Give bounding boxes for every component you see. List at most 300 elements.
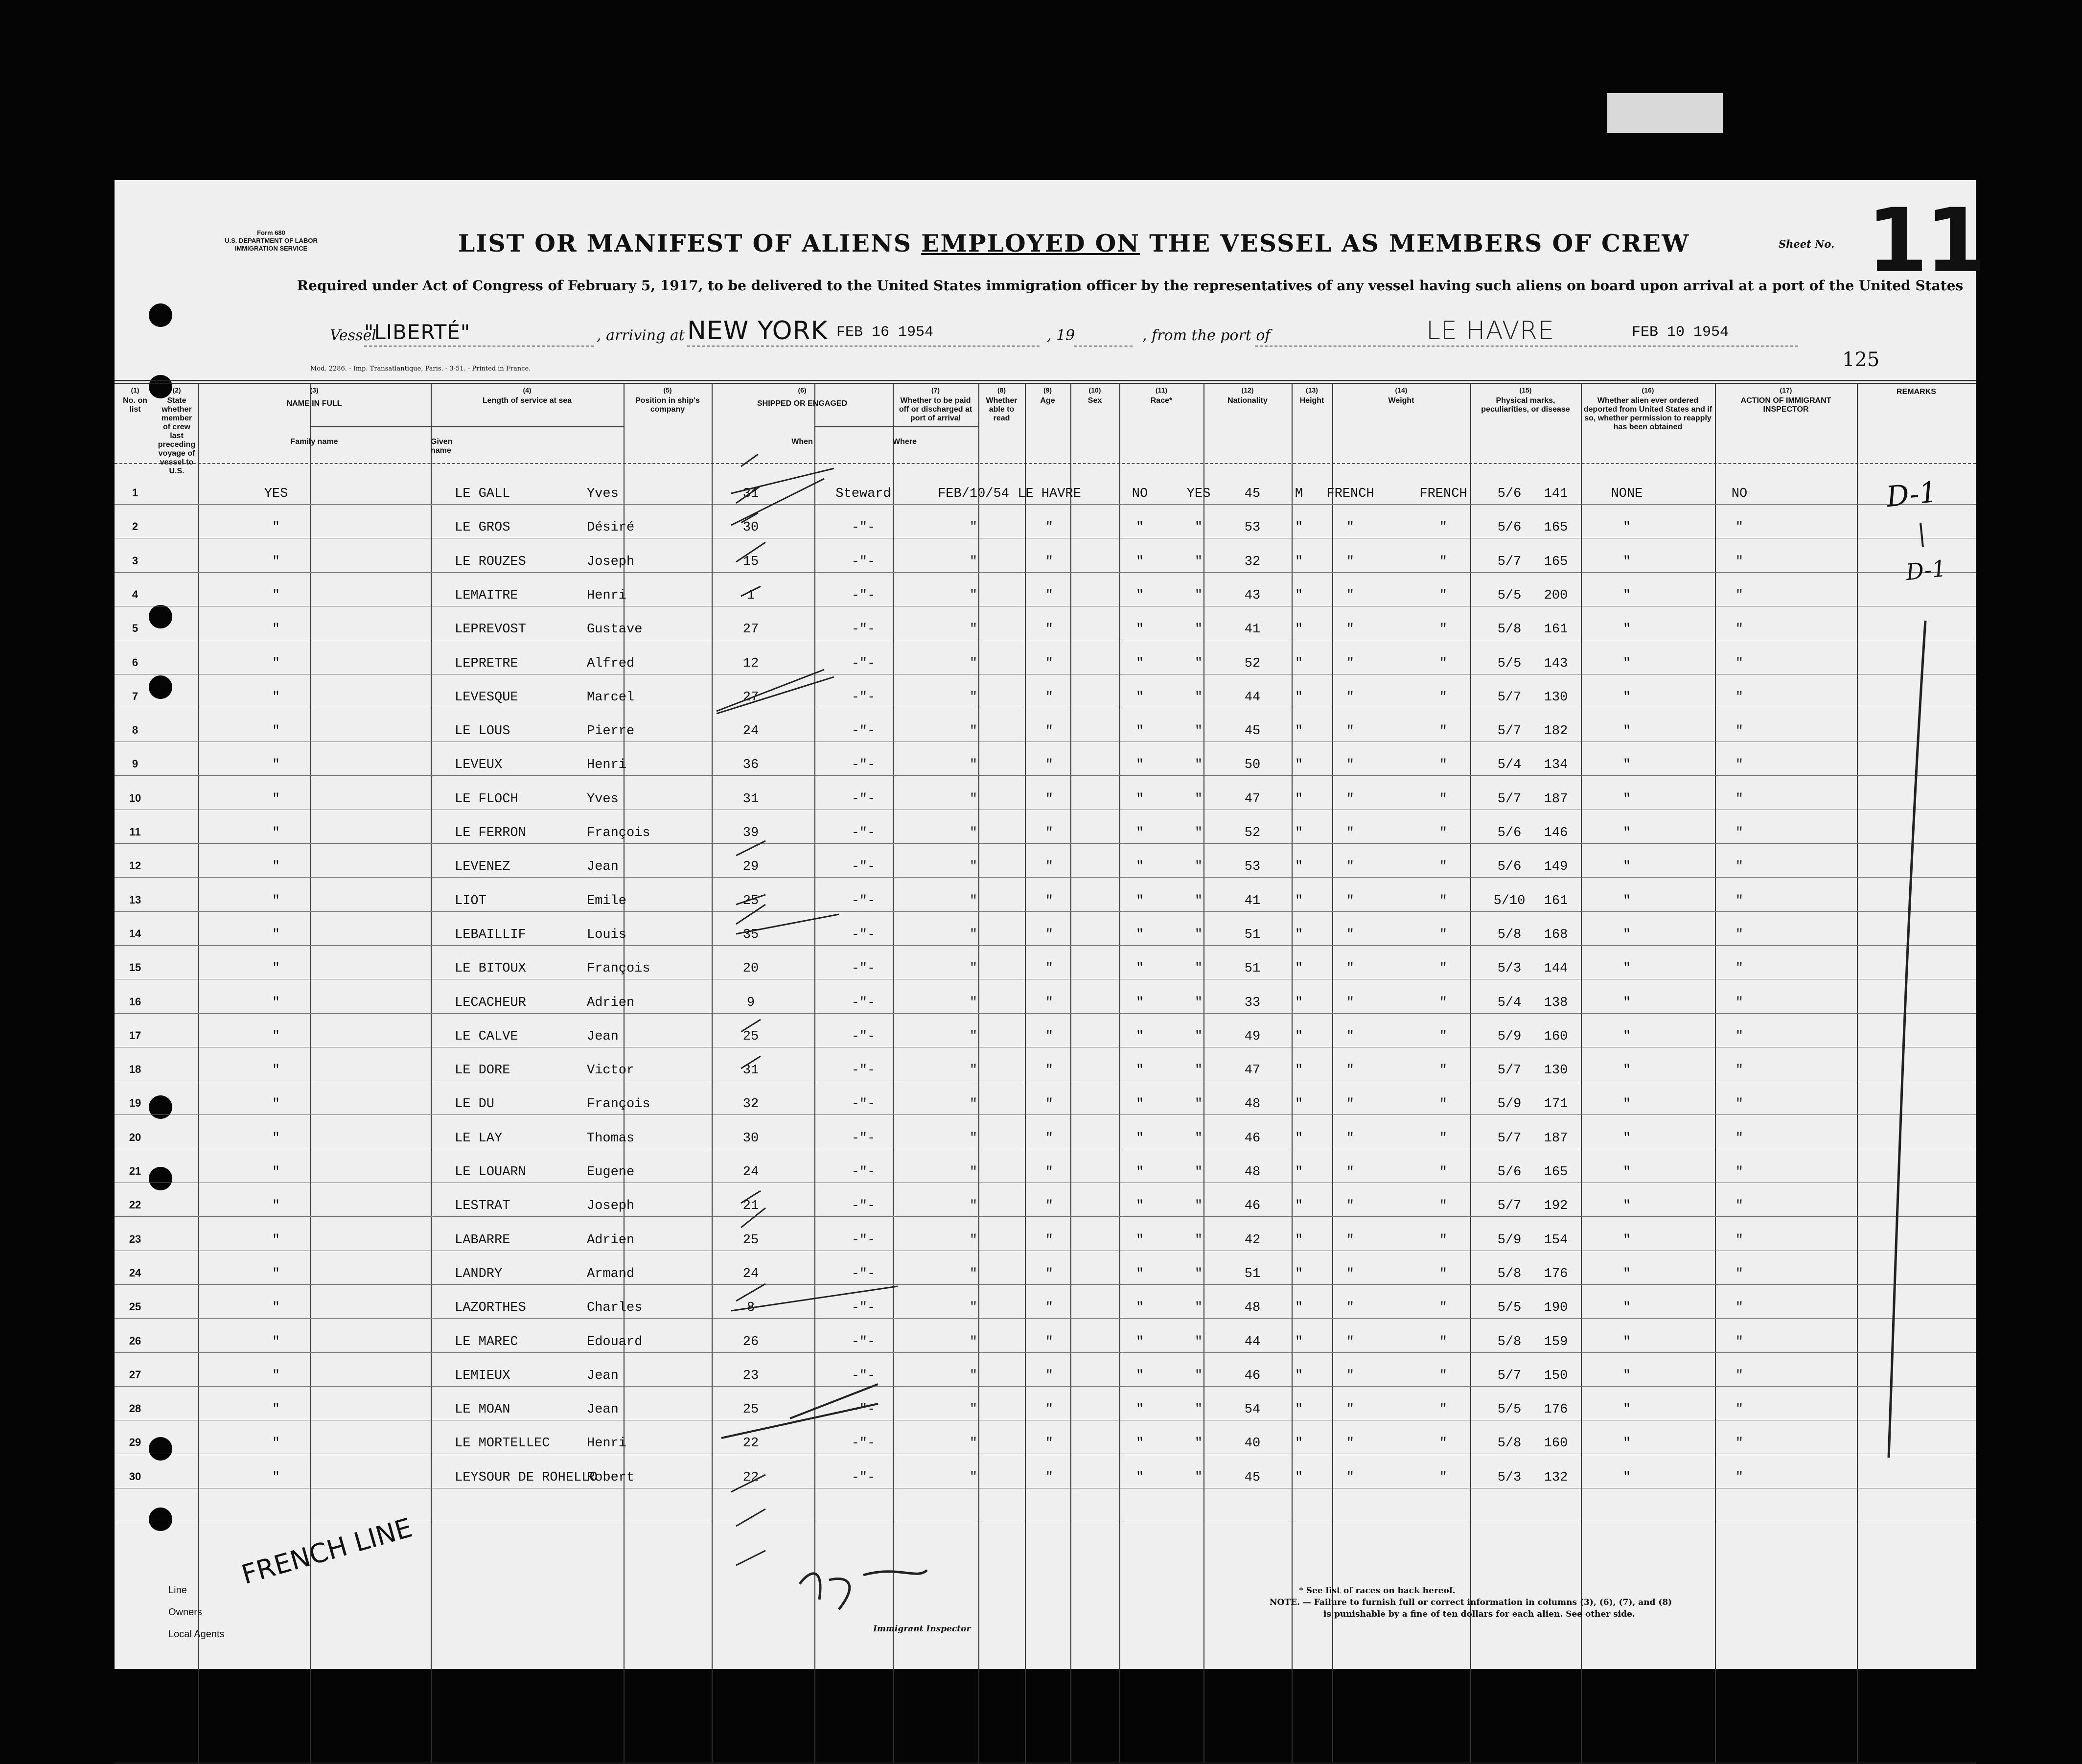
row-paid: " xyxy=(1135,520,1144,535)
row-where: " xyxy=(1045,1097,1054,1112)
row-read: " xyxy=(1194,758,1203,773)
row-position: -"- xyxy=(851,1266,876,1281)
row-no: 7 xyxy=(132,690,139,702)
row-when: " xyxy=(969,1470,978,1485)
row-family: LEPREVOST xyxy=(455,622,526,637)
row-weight: 143 xyxy=(1544,656,1568,671)
row-sex: " xyxy=(1295,1063,1303,1078)
row-given: Yves xyxy=(587,791,619,807)
row-given: Gustave xyxy=(587,622,643,637)
row-no: 12 xyxy=(129,859,141,872)
row-position: -"- xyxy=(851,656,876,671)
row-weight: 150 xyxy=(1544,1368,1568,1383)
row-deported: " xyxy=(1735,893,1744,908)
row-when: " xyxy=(969,1097,978,1112)
column-label: Physical marks, peculiarities, or disease xyxy=(1481,396,1570,414)
row-service: 1 xyxy=(746,588,755,603)
row-nationality: " xyxy=(1439,724,1448,739)
row-where: " xyxy=(1045,893,1054,908)
column-label: Position in ship's company xyxy=(635,396,700,414)
row-read: " xyxy=(1194,791,1203,807)
row-prev: " xyxy=(272,1334,280,1349)
row-service: 25 xyxy=(742,1232,759,1248)
row-height: 5/8 xyxy=(1497,927,1522,942)
row-service: 22 xyxy=(742,1470,759,1485)
row-position: -"- xyxy=(851,554,876,569)
row-age: 50 xyxy=(1244,758,1261,773)
row-sex: " xyxy=(1295,554,1303,569)
row-read: " xyxy=(1194,1470,1203,1485)
row-race: " xyxy=(1346,656,1355,671)
row-height: 5/8 xyxy=(1497,1266,1522,1281)
row-when: " xyxy=(969,1402,978,1417)
row-deported: " xyxy=(1735,758,1744,773)
row-weight: 200 xyxy=(1544,588,1568,603)
row-marks: " xyxy=(1622,1029,1631,1044)
row-weight: 192 xyxy=(1544,1199,1568,1214)
row-no: 14 xyxy=(129,927,141,940)
row-marks: " xyxy=(1622,520,1631,535)
row-prev: " xyxy=(272,1470,280,1485)
arriving-port: NEW YORK xyxy=(687,316,828,346)
row-service: 29 xyxy=(742,859,759,875)
row-marks: NONE xyxy=(1611,487,1643,501)
column-number: (13) xyxy=(1306,386,1318,394)
row-where: " xyxy=(1045,758,1054,773)
row-race: " xyxy=(1346,554,1355,569)
row-nationality: " xyxy=(1439,690,1448,705)
row-height: 5/9 xyxy=(1497,1232,1522,1248)
row-position: -"- xyxy=(851,1131,876,1146)
row-nationality: FRENCH xyxy=(1419,487,1467,501)
row-service: 23 xyxy=(742,1368,759,1383)
row-weight: 176 xyxy=(1544,1402,1568,1417)
row-family: LE GROS xyxy=(455,520,510,535)
row-nationality: " xyxy=(1439,961,1448,976)
row-paid: " xyxy=(1135,1402,1144,1417)
row-prev: " xyxy=(272,724,280,739)
column-label: Age xyxy=(1040,396,1055,405)
row-height: 5/5 xyxy=(1497,588,1522,603)
row-when: " xyxy=(969,893,978,908)
row-where: " xyxy=(1045,1232,1054,1248)
row-no: 23 xyxy=(129,1232,141,1245)
column-subheader: Family name xyxy=(290,438,338,446)
row-read: " xyxy=(1194,1165,1203,1180)
row-sex: " xyxy=(1295,622,1303,637)
row-race: " xyxy=(1346,690,1355,705)
row-read: " xyxy=(1194,859,1203,875)
printer-line: Mod. 2286. - Imp. Transatlantique, Paris. - 3-51. - Printed in France. xyxy=(310,365,531,372)
row-height: 5/7 xyxy=(1497,690,1522,705)
row-family: LE MOAN xyxy=(455,1402,510,1417)
row-read: " xyxy=(1194,724,1203,739)
row-service: 39 xyxy=(742,826,759,840)
row-when: " xyxy=(969,1232,978,1248)
row-marks: " xyxy=(1622,995,1631,1010)
row-sex: " xyxy=(1295,859,1303,875)
row-position: -"- xyxy=(851,1199,876,1214)
row-weight: 149 xyxy=(1544,859,1568,875)
row-age: 51 xyxy=(1244,961,1261,976)
row-weight: 171 xyxy=(1544,1097,1568,1112)
row-paid: " xyxy=(1135,826,1144,840)
row-service: 35 xyxy=(742,927,759,942)
row-position: -"- xyxy=(851,690,876,705)
row-paid: " xyxy=(1135,961,1144,976)
row-height: 5/8 xyxy=(1497,1436,1522,1451)
row-where: " xyxy=(1045,1063,1054,1078)
row-marks: " xyxy=(1622,859,1631,875)
row-paid: " xyxy=(1135,791,1144,807)
row-family: LESTRAT xyxy=(455,1199,510,1214)
row-family: LEVESQUE xyxy=(455,690,518,705)
row-when: " xyxy=(969,1029,978,1044)
row-paid: " xyxy=(1135,1232,1144,1248)
row-race: " xyxy=(1346,961,1355,976)
row-service: 12 xyxy=(742,656,759,671)
row-height: 5/7 xyxy=(1497,554,1522,569)
row-nationality: " xyxy=(1439,826,1448,840)
line-label: Line xyxy=(168,1585,187,1596)
row-position: -"- xyxy=(851,927,876,942)
row-service: 25 xyxy=(742,1402,759,1417)
row-race: " xyxy=(1346,1368,1355,1383)
row-sex: " xyxy=(1295,690,1303,705)
row-service: 32 xyxy=(742,1097,759,1112)
row-given: Victor xyxy=(587,1063,635,1078)
row-nationality: " xyxy=(1439,520,1448,535)
row-where: " xyxy=(1045,859,1054,875)
row-deported: " xyxy=(1735,1402,1744,1417)
column-label: Whether to be paid off or discharged at port of arrival xyxy=(899,396,972,422)
row-position: -"- xyxy=(851,1402,876,1417)
row-paid: " xyxy=(1135,1165,1144,1180)
row-no: 28 xyxy=(129,1402,141,1415)
row-no: 8 xyxy=(132,724,139,737)
column-number: (5) xyxy=(663,386,672,394)
row-service: 27 xyxy=(742,690,759,705)
row-marks: " xyxy=(1622,1165,1631,1180)
row-weight: 138 xyxy=(1544,995,1568,1010)
row-paid: " xyxy=(1135,1063,1144,1078)
row-height: 5/7 xyxy=(1497,1131,1522,1146)
row-weight: 182 xyxy=(1544,724,1568,739)
column-number: (12) xyxy=(1241,386,1254,394)
from-port-label: , from the port of xyxy=(1142,327,1271,344)
row-age: 32 xyxy=(1244,554,1261,569)
column-number: (9) xyxy=(1043,386,1052,394)
row-marks: " xyxy=(1622,1436,1631,1451)
row-service: 27 xyxy=(742,622,759,637)
row-no: 30 xyxy=(129,1470,141,1483)
row-prev: " xyxy=(272,1402,280,1417)
row-deported: " xyxy=(1735,1131,1744,1146)
row-race: " xyxy=(1346,859,1355,875)
row-age: 52 xyxy=(1244,826,1261,840)
row-race: " xyxy=(1346,1232,1355,1248)
row-sex: " xyxy=(1295,1232,1303,1248)
row-given: Charles xyxy=(587,1300,643,1316)
row-where: " xyxy=(1045,622,1054,637)
row-age: 48 xyxy=(1244,1300,1261,1316)
row-when: " xyxy=(969,995,978,1010)
row-marks: " xyxy=(1622,927,1631,942)
row-given: Jean xyxy=(587,1402,619,1417)
row-deported: " xyxy=(1735,1165,1744,1180)
row-weight: 159 xyxy=(1544,1334,1568,1349)
row-position: -"- xyxy=(851,758,876,773)
row-paid: " xyxy=(1135,1029,1144,1044)
row-age: 54 xyxy=(1244,1402,1261,1417)
row-prev: " xyxy=(272,1300,280,1316)
row-prev: " xyxy=(272,791,280,807)
row-deported: " xyxy=(1735,1232,1744,1248)
row-service: 25 xyxy=(742,893,759,908)
row-sex: " xyxy=(1295,1334,1303,1349)
row-read: " xyxy=(1194,1402,1203,1417)
row-paid: " xyxy=(1135,758,1144,773)
row-race: " xyxy=(1346,1029,1355,1044)
row-deported: " xyxy=(1735,1097,1744,1112)
row-no: 2 xyxy=(132,520,139,533)
row-read: YES xyxy=(1186,487,1211,501)
footer-notes xyxy=(1270,1585,1857,1620)
row-position: -"- xyxy=(851,1232,876,1248)
row-family: LABARRE xyxy=(455,1232,510,1248)
row-given: Joseph xyxy=(587,1199,635,1214)
row-nationality: " xyxy=(1439,1402,1448,1417)
row-no: 18 xyxy=(129,1063,141,1076)
row-service: 24 xyxy=(742,724,759,739)
row-service: 30 xyxy=(742,520,759,535)
row-family: LIOT xyxy=(455,893,486,908)
row-weight: 165 xyxy=(1544,520,1568,535)
row-given: Jean xyxy=(587,1029,619,1044)
row-race: " xyxy=(1346,1300,1355,1316)
row-age: 51 xyxy=(1244,927,1261,942)
sheet-label: Sheet No. xyxy=(1779,238,1835,250)
row-marks: " xyxy=(1622,758,1631,773)
column-number: (8) xyxy=(997,386,1006,394)
row-prev: " xyxy=(272,995,280,1010)
row-no: 10 xyxy=(129,791,141,804)
row-no: 22 xyxy=(129,1199,141,1211)
row-weight: 134 xyxy=(1544,758,1568,773)
row-race: " xyxy=(1346,1402,1355,1417)
row-given: Emile xyxy=(587,893,627,908)
row-no: 1 xyxy=(132,487,139,499)
year-label: , 19 xyxy=(1047,327,1075,344)
row-nationality: " xyxy=(1439,1266,1448,1281)
row-read: " xyxy=(1194,588,1203,603)
row-age: 46 xyxy=(1244,1368,1261,1383)
row-paid: " xyxy=(1135,1266,1144,1281)
row-service: 30 xyxy=(742,1131,759,1146)
column-label: Nationality xyxy=(1227,396,1268,405)
row-when: FEB/10/54 xyxy=(938,487,1009,501)
row-paid: " xyxy=(1135,1131,1144,1146)
row-height: 5/9 xyxy=(1497,1097,1522,1112)
row-no: 27 xyxy=(129,1368,141,1381)
form-number: Form 680 xyxy=(257,229,285,236)
owners-label: Owners xyxy=(168,1607,202,1618)
row-deported: " xyxy=(1735,1334,1744,1349)
row-given: Henri xyxy=(587,758,627,773)
row-deported: " xyxy=(1735,588,1744,603)
row-nationality: " xyxy=(1439,1199,1448,1214)
row-age: 53 xyxy=(1244,520,1261,535)
row-height: 5/6 xyxy=(1497,487,1522,501)
row-service: 15 xyxy=(742,554,759,569)
row-paid: " xyxy=(1135,893,1144,908)
column-label: REMARKS xyxy=(1897,388,1936,396)
column-number: (7) xyxy=(931,386,940,394)
row-deported: " xyxy=(1735,859,1744,875)
row-where: " xyxy=(1045,1165,1054,1180)
row-prev: " xyxy=(272,961,280,976)
row-weight: 168 xyxy=(1544,927,1568,942)
row-family: LE MAREC xyxy=(455,1334,518,1349)
manifest-sheet xyxy=(115,180,1984,1669)
row-given: Jean xyxy=(587,859,619,875)
row-when: " xyxy=(969,656,978,671)
row-no: 29 xyxy=(129,1436,141,1449)
remarks-note: D-1 xyxy=(1884,475,1939,514)
row-race: " xyxy=(1346,588,1355,603)
row-position: -"- xyxy=(851,826,876,840)
row-race: " xyxy=(1346,826,1355,840)
row-when: " xyxy=(969,826,978,840)
row-position: -"- xyxy=(851,1334,876,1349)
row-prev: " xyxy=(272,1436,280,1451)
row-when: " xyxy=(969,1300,978,1316)
row-sex: " xyxy=(1295,1029,1303,1044)
row-height: 5/7 xyxy=(1497,791,1522,807)
row-weight: 160 xyxy=(1544,1029,1568,1044)
row-sex: " xyxy=(1295,758,1303,773)
row-position: -"- xyxy=(851,1063,876,1078)
row-read: " xyxy=(1194,1063,1203,1078)
column-number: (16) xyxy=(1642,386,1654,394)
row-nationality: " xyxy=(1439,622,1448,637)
row-nationality: " xyxy=(1439,995,1448,1010)
row-position: -"- xyxy=(851,1470,876,1485)
column-number: (17) xyxy=(1780,386,1792,394)
row-given: Louis xyxy=(587,927,627,942)
row-height: 5/5 xyxy=(1497,656,1522,671)
vessel-label: Vessel xyxy=(330,327,376,344)
row-where: " xyxy=(1045,1470,1054,1485)
row-when: " xyxy=(969,1266,978,1281)
row-deported: " xyxy=(1735,690,1744,705)
row-when: " xyxy=(969,758,978,773)
row-family: LE ROUZES xyxy=(455,554,526,569)
row-age: 51 xyxy=(1244,1266,1261,1281)
column-label: Weight xyxy=(1388,396,1414,405)
row-sex: " xyxy=(1295,927,1303,942)
row-where: " xyxy=(1045,1402,1054,1417)
column-label: Whether alien ever ordered deported from United States and if so, whether permission to reapply has been obtained xyxy=(1583,396,1712,431)
row-sex: " xyxy=(1295,893,1303,908)
row-sex: " xyxy=(1295,1402,1303,1417)
row-family: LE LOUARN xyxy=(455,1165,526,1180)
row-weight: 132 xyxy=(1544,1470,1568,1485)
row-family: LEMIEUX xyxy=(455,1368,510,1383)
row-when: " xyxy=(969,927,978,942)
row-deported: " xyxy=(1735,961,1744,976)
row-nationality: " xyxy=(1439,1232,1448,1248)
row-weight: 187 xyxy=(1544,791,1568,807)
row-sex: " xyxy=(1295,1165,1303,1180)
departure-port: LE HAVRE xyxy=(1426,316,1555,346)
note-fine: — Failure to furnish full or correct information in columns (3), (6), (7), and (8) xyxy=(1302,1598,1672,1607)
row-position: -"- xyxy=(851,961,876,976)
row-age: 52 xyxy=(1244,656,1261,671)
row-family: LE LOUS xyxy=(455,724,510,739)
row-where: " xyxy=(1045,1334,1054,1349)
row-family: LE CALVE xyxy=(455,1029,518,1044)
row-read: " xyxy=(1194,1199,1203,1214)
row-position: -"- xyxy=(851,1368,876,1383)
row-race: " xyxy=(1346,1470,1355,1485)
row-race: " xyxy=(1346,1199,1355,1214)
row-when: " xyxy=(969,791,978,807)
row-no: 3 xyxy=(132,554,139,567)
row-prev: YES xyxy=(264,487,288,501)
row-prev: " xyxy=(272,1131,280,1146)
row-service: 31 xyxy=(742,791,759,807)
row-marks: " xyxy=(1622,1131,1631,1146)
row-prev: " xyxy=(272,1029,280,1044)
row-marks: " xyxy=(1622,1470,1631,1485)
row-no: 25 xyxy=(129,1300,141,1313)
row-height: 5/4 xyxy=(1497,758,1522,773)
row-nationality: " xyxy=(1439,588,1448,603)
row-service: 31 xyxy=(742,487,759,501)
departure-date: FEB 10 1954 xyxy=(1632,324,1729,341)
row-paid: " xyxy=(1135,554,1144,569)
row-nationality: " xyxy=(1439,791,1448,807)
row-sex: " xyxy=(1295,1368,1303,1383)
column-label: Race* xyxy=(1150,396,1173,405)
row-no: 16 xyxy=(129,995,141,1008)
row-no: 21 xyxy=(129,1165,141,1177)
row-height: 5/7 xyxy=(1497,1199,1522,1214)
row-when: " xyxy=(969,961,978,976)
row-where: " xyxy=(1045,1029,1054,1044)
row-prev: " xyxy=(272,826,280,840)
subtitle: Required under Act of Congress of February 5, 1917, to be delivered to the United States immigration officer by the representatives of any vessel having such aliens on board upon arrival at a port of the United States xyxy=(297,278,1964,294)
row-nationality: " xyxy=(1439,893,1448,908)
row-deported: " xyxy=(1735,724,1744,739)
row-weight: 165 xyxy=(1544,554,1568,569)
row-marks: " xyxy=(1622,554,1631,569)
row-deported: " xyxy=(1735,520,1744,535)
row-service: 20 xyxy=(742,961,759,976)
row-nationality: " xyxy=(1439,1029,1448,1044)
form-department: U.S. DEPARTMENT OF LABOR xyxy=(225,237,318,244)
row-no: 6 xyxy=(132,656,139,669)
row-given: Thomas xyxy=(587,1131,635,1146)
inspector-label: Immigrant Inspector xyxy=(873,1624,971,1634)
row-prev: " xyxy=(272,690,280,705)
row-read: " xyxy=(1194,995,1203,1010)
row-race: " xyxy=(1346,1165,1355,1180)
row-sex: M xyxy=(1295,487,1303,501)
row-sex: " xyxy=(1295,656,1303,671)
sheet-number: 11 xyxy=(1867,190,1984,292)
